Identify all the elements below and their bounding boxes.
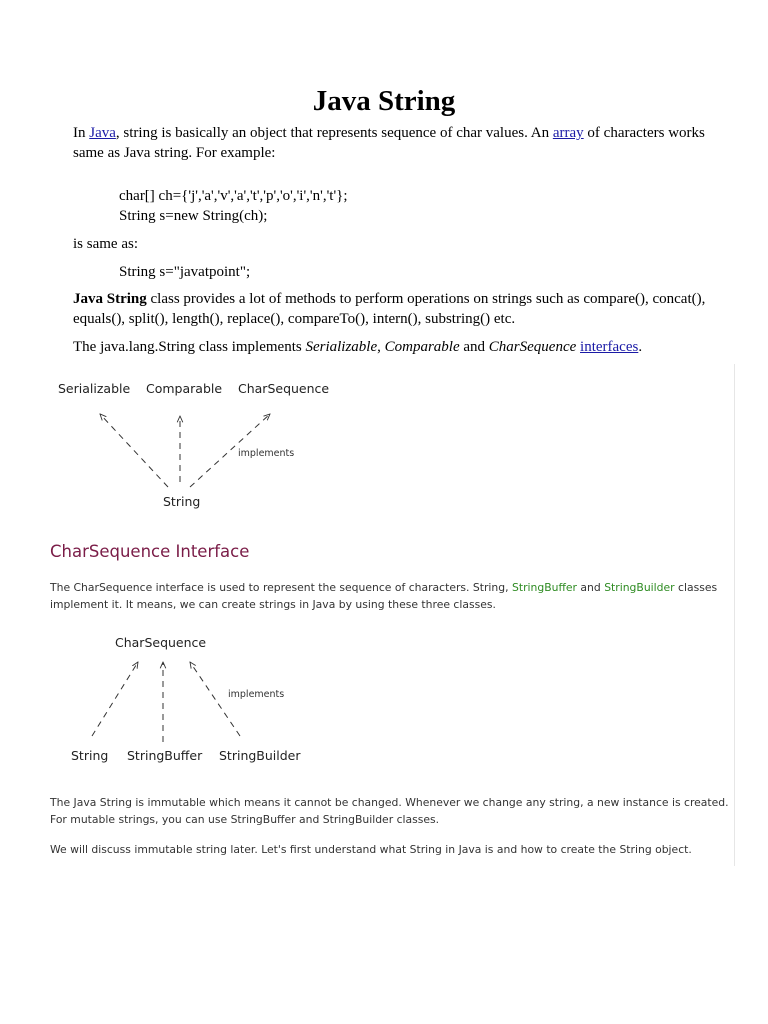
diagram1-label-string: String	[163, 494, 201, 509]
diagram2-label-stringbuilder: StringBuilder	[219, 748, 301, 763]
page-title: Java String	[312, 85, 456, 117]
diagram1-label-serializable: Serializable	[58, 381, 131, 396]
impl-text-2: ,	[377, 339, 385, 355]
diagram1-implements-label: implements	[238, 448, 295, 459]
java-link[interactable]: Java	[89, 125, 116, 141]
charsequence-heading: CharSequence Interface	[50, 542, 250, 561]
intro-text-3: of characters works same as Java string. For example:	[73, 125, 705, 161]
cs-text-3: classes implement it. It means, we can create strings in Java by using these three classes.	[50, 581, 718, 611]
code-line-1: char[] ch={'j','a','v','a','t','p','o','i','n','t'};	[119, 188, 348, 204]
cs-text-1: The CharSequence interface is used to represent the sequence of characters. String,	[50, 581, 512, 594]
java-string-bold: Java String	[73, 291, 147, 307]
serializable-italic: Serializable	[305, 339, 378, 355]
same-as-text: is same as:	[73, 236, 138, 252]
code-line-2: String s=new String(ch);	[119, 208, 268, 224]
comparable-italic: Comparable	[384, 339, 460, 355]
later-paragraph: We will discuss immutable string later. Let's first understand what String in Java is and how to create the String object.	[50, 843, 692, 856]
diagram2-implements-label: implements	[228, 689, 285, 700]
methods-text: class provides a lot of methods to perform operations on strings such as compare(), concat(), equals(), split(), length(), replace(), compareTo(), intern(), substring() etc.	[73, 291, 706, 327]
immutable-paragraph: The Java String is immutable which means it cannot be changed. Whenever we change any string, a new instance is created. For mutable strings, you can use StringBuffer and StringBuilder classes.	[50, 796, 729, 826]
methods-paragraph	[73, 289, 713, 329]
charsequence-italic: CharSequence	[488, 339, 577, 355]
diagram-lines	[40, 364, 734, 866]
intro-text-1: In	[73, 125, 90, 141]
diagram1-label-charsequence: CharSequence	[238, 381, 330, 396]
implements-paragraph	[73, 337, 713, 357]
intro-text-2: , string is basically an object that represents sequence of char values. An	[115, 125, 553, 141]
stringbuffer-green: StringBuffer	[512, 581, 577, 594]
interfaces-link[interactable]: interfaces	[580, 339, 639, 355]
code-line-3: String s="javatpoint";	[119, 264, 251, 280]
diagram2-label-stringbuffer: StringBuffer	[127, 748, 203, 763]
diagram1-arrow-serializable	[100, 414, 168, 487]
diagram2-label-string: String	[71, 748, 109, 763]
impl-text-1: The java.lang.String class implements	[73, 339, 306, 355]
impl-text-3: and	[459, 339, 489, 355]
intro-paragraph	[73, 123, 713, 163]
impl-text-5: .	[638, 339, 643, 355]
diagram1-label-comparable: Comparable	[146, 381, 223, 396]
cs-text-2: and	[577, 581, 605, 594]
charsequence-paragraph	[50, 579, 730, 613]
diagram2-arrow-string	[92, 662, 138, 736]
array-link[interactable]: array	[552, 125, 584, 141]
stringbuilder-green: StringBuilder	[604, 581, 675, 594]
diagram2-label-charsequence: CharSequence	[115, 635, 207, 650]
embedded-screenshot	[40, 364, 735, 866]
